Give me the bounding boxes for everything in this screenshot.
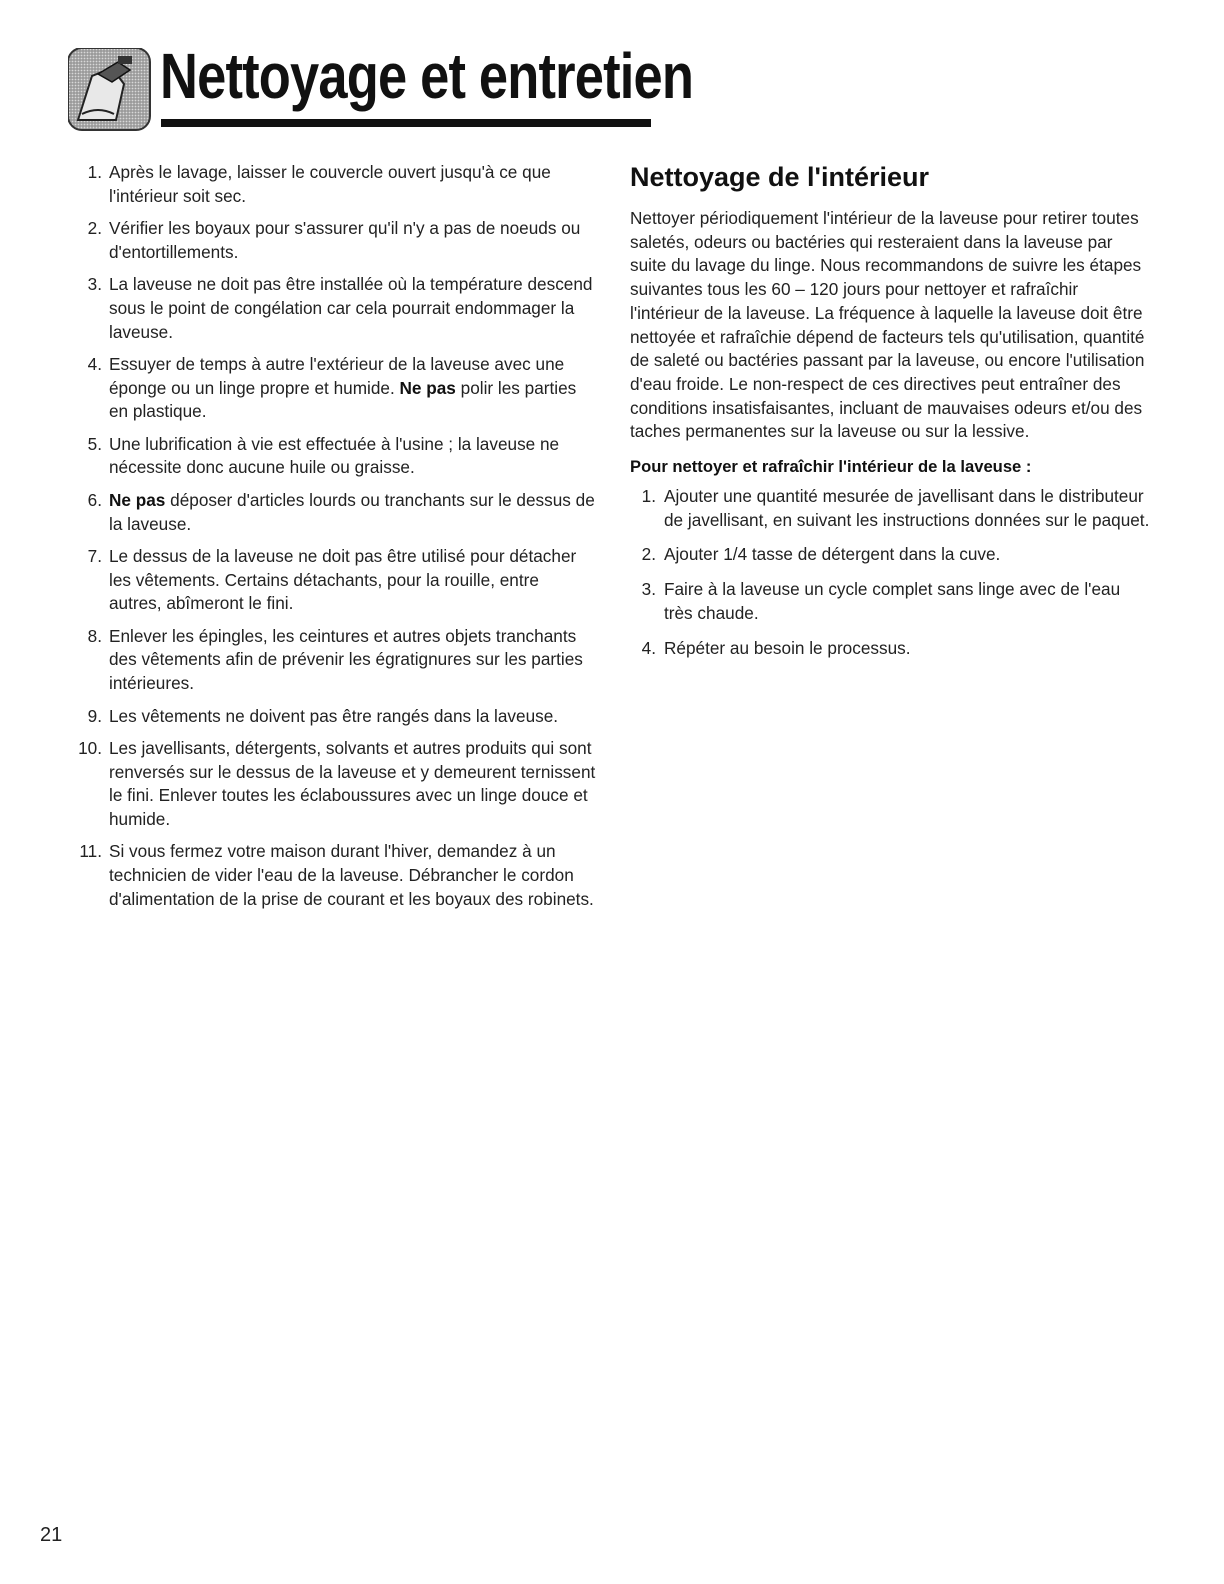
list-item-number: 2.	[87, 218, 102, 239]
maintenance-list	[76, 161, 596, 912]
list-item-number: 8.	[87, 625, 102, 646]
list-item	[76, 705, 596, 729]
list-item-text: Répéter au besoin le processus.	[664, 637, 911, 658]
list-item-number: 1.	[87, 162, 102, 182]
list-item-number: 4.	[641, 637, 656, 658]
list-item	[76, 489, 596, 536]
cleaning-steps-list	[630, 485, 1150, 660]
list-item	[76, 161, 596, 208]
list-item-number: 6.	[87, 489, 102, 510]
list-item	[630, 543, 1150, 567]
list-item	[76, 840, 596, 911]
list-item-text: Faire à la laveuse un cycle complet sans linge avec de l'eau très chaude.	[664, 579, 1121, 623]
list-item-number: 10.	[78, 737, 102, 758]
laundry-cleaning-icon	[68, 48, 152, 132]
list-item	[76, 737, 596, 832]
list-item	[76, 217, 596, 264]
list-item-text: Une lubrification à vie est effectuée à l'usine ; la laveuse ne nécessite donc aucune huile ou graisse.	[109, 433, 560, 478]
steps-subheading: Pour nettoyer et rafraîchir l'intérieur de la laveuse :	[630, 457, 1032, 477]
list-item-number: 1.	[641, 486, 656, 507]
list-item-number: 3.	[87, 274, 102, 295]
interior-cleaning-column	[630, 161, 1150, 671]
emphasis-text: Ne pas	[399, 377, 456, 398]
list-item-number: 3.	[641, 579, 656, 600]
list-item-text: Le dessus de la laveuse ne doit pas être utilisé pour détacher les vêtements. Certains détachants, pour la rouille, entre autres, abîmeront le fini.	[109, 545, 577, 614]
list-item-text: polir les parties en plastique.	[109, 377, 577, 422]
list-item-text: Les vêtements ne doivent pas être rangés dans la laveuse.	[109, 705, 559, 726]
list-item-text: Les javellisants, détergents, solvants et autres produits qui sont renversés sur le dessus de la laveuse et y demeurent ternissent le fini. Enlever toutes les éclaboussures avec un linge douce et humide.	[109, 737, 596, 830]
list-item	[76, 625, 596, 696]
page-number: 21	[40, 1524, 63, 1546]
list-item	[76, 433, 596, 480]
list-item	[76, 353, 596, 424]
list-item	[630, 578, 1150, 625]
list-item-number: 9.	[87, 705, 102, 726]
page-title: Nettoyage et entretien	[160, 40, 694, 112]
list-item-text: Vérifier les boyaux pour s'assurer qu'il n'y a pas de noeuds ou d'entortillements.	[109, 218, 581, 262]
list-item-number: 11.	[79, 841, 102, 862]
list-item-number: 4.	[87, 353, 102, 374]
title-underline	[161, 119, 651, 127]
list-item-text: Ajouter une quantité mesurée de javellisant dans le distributeur de javellisant, en suivant les instructions données sur le paquet.	[664, 486, 1150, 530]
emphasis-text: Ne pas	[109, 489, 166, 510]
list-item-number: 7.	[87, 545, 102, 566]
intro-paragraph: Nettoyer périodiquement l'intérieur de la laveuse pour retirer toutes saletés, odeurs ou bactéries qui resteraient dans la laveuse par suite du lavage du linge. Nous recommandons de suivre les étapes suivantes tous les 60 – 120 jours pour nettoyer et rafraîchir l'intérieur de la laveuse. La fréquence à laquelle la laveuse doit être nettoyée et rafraîchie dépend de facteurs tels qu'utilisation, quantité de saleté ou bactéries passant par la laveuse, ou encore l'utilisation d'eau froide. Le non-respect de ces directives peut entraîner des conditions insatisfaisantes, incluant de mauvaises odeurs et/ou des taches permanentes sur la laveuse ou sur la lessive.	[630, 208, 1145, 442]
list-item-text: déposer d'articles lourds ou tranchants sur le dessus de la laveuse.	[109, 489, 595, 534]
maintenance-list-column	[76, 161, 596, 920]
list-item	[630, 485, 1150, 532]
list-item-text: Essuyer de temps à autre l'extérieur de la laveuse avec une éponge ou un linge propre et humide.	[109, 353, 565, 398]
section-title: Nettoyage de l'intérieur	[630, 162, 929, 192]
list-item	[630, 637, 1150, 661]
list-item	[76, 545, 596, 616]
list-item-text: Après le lavage, laisser le couvercle ouvert jusqu'à ce que l'intérieur soit sec.	[109, 162, 551, 206]
page-header	[66, 40, 694, 136]
list-item-text: Enlever les épingles, les ceintures et autres objets tranchants des vêtements afin de prévenir les égratignures sur les parties intérieures.	[109, 625, 583, 694]
list-item-number: 5.	[87, 433, 102, 454]
list-item-text: La laveuse ne doit pas être installée où la température descend sous le point de congélation car cela pourrait endommager la laveuse.	[109, 274, 593, 342]
list-item	[76, 273, 596, 344]
list-item-text: Si vous fermez votre maison durant l'hiver, demandez à un technicien de vider l'eau de la laveuse. Débrancher le cordon d'alimentation de la prise de courant et les boyaux des robinets.	[109, 841, 594, 909]
list-item-number: 2.	[641, 544, 656, 565]
list-item-text: Ajouter 1/4 tasse de détergent dans la cuve.	[664, 544, 1001, 565]
